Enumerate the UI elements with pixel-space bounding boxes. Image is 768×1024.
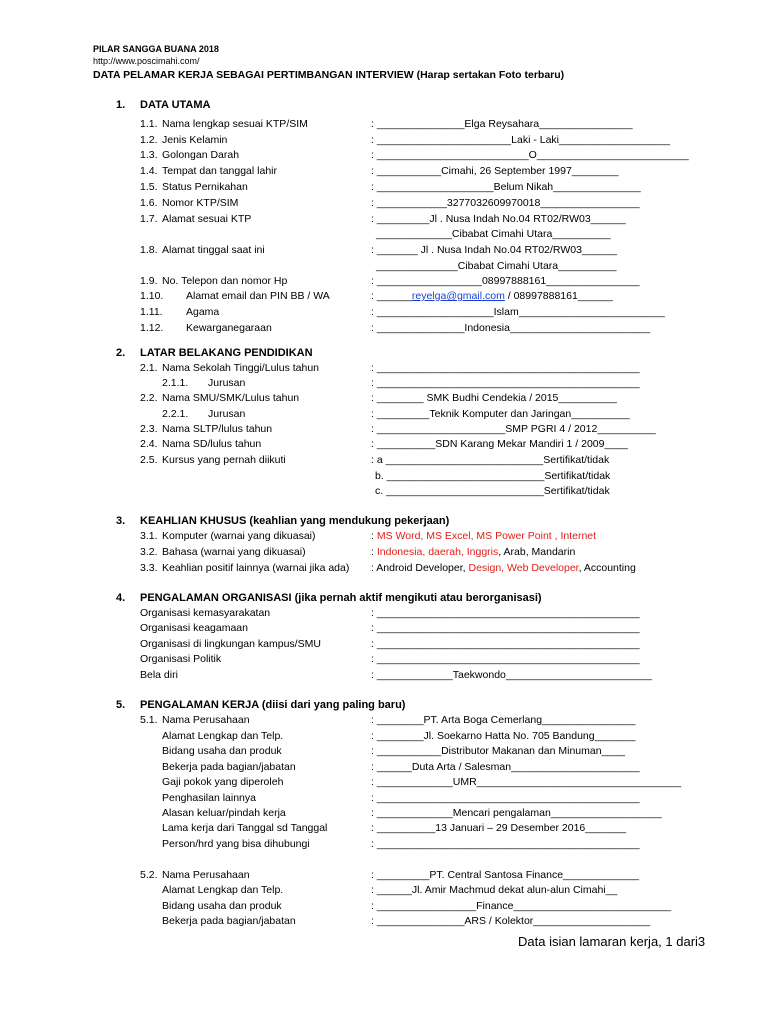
field-value: : ___________Distributor Makanan dan Minuman____: [371, 745, 625, 757]
field-value: : __________SDN Karang Mekar Mandiri 1 / 2009____: [371, 438, 628, 450]
field-value: c. ___________________________Sertifikat/tidak: [375, 485, 610, 497]
field-label: Kursus yang pernah diikuti: [162, 454, 286, 466]
skill-text: :: [371, 530, 377, 542]
item-number: 2.1.: [140, 362, 158, 374]
item-number: 5.1.: [140, 714, 158, 726]
field-value: : _________Jl . Nusa Indah No.04 RT02/RW03______: [371, 213, 626, 225]
item-number: 1.10.: [140, 290, 164, 302]
field-value: : ________PT. Arta Boga Cemerlang________________: [371, 714, 636, 726]
field-value: : _____________________________________________: [371, 362, 640, 374]
field-value: : _____________________________________________: [371, 377, 640, 389]
item-number: 2.2.1.: [162, 408, 189, 420]
item-number: 3.2.: [140, 546, 158, 558]
field-label: Penghasilan lainnya: [162, 792, 256, 804]
form-row: [0, 377, 768, 392]
form-row: [0, 470, 768, 485]
field-value: : _______________ARS / Kolektor____________________: [371, 915, 651, 927]
item-number: 5.2.: [140, 869, 158, 881]
form-row: [0, 714, 768, 729]
form-row: [0, 792, 768, 807]
form-row: [0, 669, 768, 684]
form-row: [0, 822, 768, 837]
skill-text: :: [371, 546, 377, 558]
field-value: : _____________________________________________: [371, 622, 640, 634]
field-label: Jurusan: [208, 377, 246, 389]
item-number: 3.3.: [140, 562, 158, 574]
item-number: 1.9.: [140, 275, 158, 287]
field-label: Bahasa (warnai yang dikuasai): [162, 546, 306, 558]
form-row: [0, 260, 768, 275]
email-link[interactable]: reyelga@gmail.com: [411, 290, 505, 302]
form-row: [0, 638, 768, 653]
field-value: [371, 562, 636, 574]
form-row: [0, 530, 768, 545]
field-label: Tempat dan tanggal lahir: [162, 165, 277, 177]
item-number: 2.5.: [140, 454, 158, 466]
item-number: 2.3.: [140, 423, 158, 435]
field-label: Nama Perusahaan: [162, 714, 250, 726]
form-row: [0, 165, 768, 180]
form-row: [0, 306, 768, 321]
field-value: ______________Cibabat Cimahi Utara__________: [376, 260, 617, 272]
field-value: : ______Jl. Amir Machmud dekat alun-alun Cimahi__: [371, 884, 618, 896]
field-value: : ____________3277032609970018_________________: [371, 197, 640, 209]
field-label: Organisasi di lingkungan kampus/SMU: [140, 638, 321, 650]
field-value: : _____________________________________________: [371, 653, 640, 665]
form-row: [0, 653, 768, 668]
field-value: b. ___________________________Sertifikat/tidak: [375, 470, 611, 482]
form-row: [0, 562, 768, 577]
field-label: Keahlian positif lainnya (warnai jika ada): [162, 562, 350, 574]
form-row: [0, 275, 768, 290]
field-label: Kewarganegaraan: [186, 322, 272, 334]
field-value: : _____________________________________________: [371, 607, 640, 619]
form-row: [0, 807, 768, 822]
field-label: Golongan Darah: [162, 149, 240, 161]
field-label: Jurusan: [208, 408, 246, 420]
page-footer: Data isian lamaran kerja, 1 dari3: [518, 934, 706, 949]
form-row: [0, 838, 768, 853]
field-value: : __________________08997888161________________: [371, 275, 640, 287]
form-row: [0, 134, 768, 149]
item-number: 1.12.: [140, 322, 164, 334]
form-row: [0, 776, 768, 791]
item-number: 1.4.: [140, 165, 158, 177]
item-number: 2.1.1.: [162, 377, 189, 389]
field-label: Bekerja pada bagian/jabatan: [162, 915, 296, 927]
field-value: [371, 546, 575, 558]
item-number: 3.1.: [140, 530, 158, 542]
form-row: [0, 228, 768, 243]
field-value: : ______________________SMP PGRI 4 / 2012__________: [371, 423, 656, 435]
form-row: [0, 362, 768, 377]
form-row: [0, 607, 768, 622]
field-label: Alamat sesuai KTP: [162, 213, 252, 225]
field-label: Nama SLTP/lulus tahun: [162, 423, 273, 435]
field-value: : _____________Mencari pengalaman___________________: [371, 807, 662, 819]
field-label: Nama SMU/SMK/Lulus tahun: [162, 392, 300, 404]
field-value: : a ___________________________Sertifikat/tidak: [371, 454, 610, 466]
form-row: [0, 149, 768, 164]
item-number: 1.11.: [140, 306, 163, 318]
form-row: [0, 118, 768, 133]
form-row: [0, 244, 768, 259]
field-label: Agama: [186, 306, 220, 318]
form-title: DATA PELAMAR KERJA SEBAGAI PERTIMBANGAN INTERVIEW (Harap sertakan Foto terbaru): [93, 69, 565, 81]
field-label: Gaji pokok yang diperoleh: [162, 776, 284, 788]
value-suffix: / 08997888161______: [504, 290, 613, 302]
field-value: [371, 290, 613, 302]
website-url[interactable]: http://www.poscimahi.com/: [93, 56, 200, 66]
field-value: : _____________________________________________: [371, 838, 640, 850]
form-row: [0, 745, 768, 760]
field-label: Nama SD/lulus tahun: [162, 438, 262, 450]
org-name: PILAR SANGGA BUANA 2018: [93, 44, 219, 54]
field-value: : __________________________O__________________________: [371, 149, 689, 161]
form-row: [0, 392, 768, 407]
form-row: [0, 423, 768, 438]
field-label: Organisasi kemasyarakatan: [140, 607, 271, 619]
item-number: 1.8.: [140, 244, 158, 256]
field-value: : _______________Elga Reysahara________________: [371, 118, 633, 130]
field-label: Bekerja pada bagian/jabatan: [162, 761, 296, 773]
field-value: : ____________________Belum Nikah_______________: [371, 181, 641, 193]
item-number: 1.5.: [140, 181, 158, 193]
field-value: : _____________________________________________: [371, 638, 640, 650]
form-row: [0, 181, 768, 196]
field-label: Alamat Lengkap dan Telp.: [162, 730, 284, 742]
field-label: No. Telepon dan nomor Hp: [162, 275, 288, 287]
field-value: : ____________________Islam_________________________: [371, 306, 665, 318]
form-row: [0, 438, 768, 453]
field-label: Alamat tinggal saat ini: [162, 244, 265, 256]
field-label: Nomor KTP/SIM: [162, 197, 239, 209]
item-number: 1.7.: [140, 213, 158, 225]
value-prefix: : ______: [371, 290, 412, 302]
form-row: [0, 546, 768, 561]
field-label: Person/hrd yang bisa dihubungi: [162, 838, 310, 850]
field-value: : ___________Cimahi, 26 September 1997________: [371, 165, 619, 177]
form-row: [0, 213, 768, 228]
field-value: : ________ SMK Budhi Cendekia / 2015__________: [371, 392, 617, 404]
field-value: : _______ Jl . Nusa Indah No.04 RT02/RW03______: [371, 244, 617, 256]
form-row: [0, 408, 768, 423]
field-label: Alasan keluar/pindah kerja: [162, 807, 286, 819]
field-label: Alamat Lengkap dan Telp.: [162, 884, 284, 896]
field-label: Alamat email dan PIN BB / WA: [186, 290, 330, 302]
field-value: : ________Jl. Soekarno Hatta No. 705 Bandung_______: [371, 730, 636, 742]
form-row: [0, 290, 768, 305]
highlighted-skill: MS Word, MS Excel, MS Power Point , Internet: [376, 530, 597, 542]
field-value: : _________Teknik Komputer dan Jaringan__________: [371, 408, 630, 420]
form-row: [0, 322, 768, 337]
field-value: : _________PT. Central Santosa Finance_____________: [371, 869, 639, 881]
form-row: [0, 454, 768, 469]
item-number: 1.3.: [140, 149, 158, 161]
field-value: : _________________Finance___________________________: [371, 900, 672, 912]
form-row: [0, 884, 768, 899]
field-value: : _______________Indonesia________________________: [371, 322, 651, 334]
highlighted-skill: Design, Web Developer: [468, 562, 579, 574]
field-value: : _____________Taekwondo_________________________: [371, 669, 652, 681]
field-value: : _______________________Laki - Laki___________________: [371, 134, 670, 146]
skill-text: : Android Developer,: [371, 562, 469, 574]
form-row: [0, 869, 768, 884]
item-number: 1.1.: [140, 118, 158, 130]
item-number: 1.2.: [140, 134, 158, 146]
field-label: Nama Perusahaan: [162, 869, 250, 881]
form-row: [0, 900, 768, 915]
form-row: [0, 197, 768, 212]
highlighted-skill: Indonesia, daerah, Inggris: [376, 546, 499, 558]
field-value: : ______Duta Arta / Salesman______________________: [371, 761, 640, 773]
skill-text: , Arab, Mandarin: [498, 546, 576, 558]
field-label: Bidang usaha dan produk: [162, 900, 282, 912]
field-label: Organisasi keagamaan: [140, 622, 248, 634]
form-row: [0, 761, 768, 776]
field-value: : _____________UMR___________________________________: [371, 776, 682, 788]
form-row: [0, 485, 768, 500]
item-number: 1.6.: [140, 197, 158, 209]
field-label: Bela diri: [140, 669, 178, 681]
form-row: [0, 730, 768, 745]
field-label: Organisasi Politik: [140, 653, 222, 665]
field-label: Jenis Kelamin: [162, 134, 228, 146]
field-value: [371, 530, 596, 542]
field-label: Nama Sekolah Tinggi/Lulus tahun: [162, 362, 320, 374]
field-value: : __________13 Januari – 29 Desember 2016_______: [371, 822, 627, 834]
form-row: [0, 915, 768, 930]
field-label: Lama kerja dari Tanggal sd Tanggal: [162, 822, 328, 834]
field-label: Nama lengkap sesuai KTP/SIM: [162, 118, 308, 130]
item-number: 2.4.: [140, 438, 158, 450]
field-label: Bidang usaha dan produk: [162, 745, 282, 757]
item-number: 2.2.: [140, 392, 158, 404]
skill-text: , Accounting: [578, 562, 636, 574]
field-value: _____________Cibabat Cimahi Utara__________: [376, 228, 611, 240]
field-value: : _____________________________________________: [371, 792, 640, 804]
field-label: Komputer (warnai yang dikuasai): [162, 530, 316, 542]
form-row: [0, 622, 768, 637]
field-label: Status Pernikahan: [162, 181, 248, 193]
